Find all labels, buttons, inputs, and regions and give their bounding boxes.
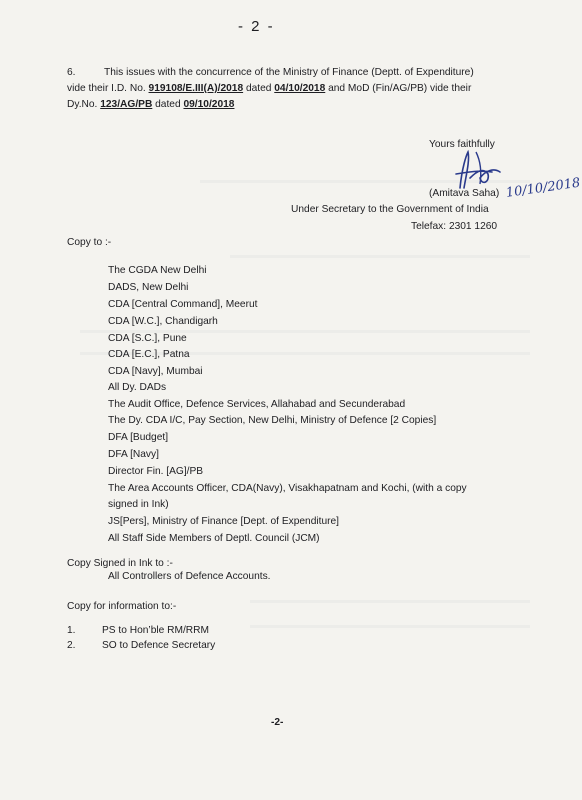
bleed-through bbox=[250, 600, 530, 603]
list-item: CDA [S.C.], Pune bbox=[108, 333, 187, 344]
signatory-designation: Under Secretary to the Government of India bbox=[291, 204, 489, 215]
text-span: Dy.No. bbox=[67, 99, 101, 110]
list-item: DADS, New Delhi bbox=[108, 282, 189, 293]
telefax: Telefax: 2301 1260 bbox=[411, 221, 498, 232]
list-item: The Dy. CDA I/C, Pay Section, New Delhi, Ministry of Defence [2 Copies] bbox=[108, 415, 437, 426]
list-item: The CGDA New Delhi bbox=[108, 265, 207, 276]
list-item: signed in Ink) bbox=[108, 499, 169, 510]
copy-signed-item: All Controllers of Defence Accounts. bbox=[108, 571, 271, 582]
closing-text: Yours faithfully bbox=[429, 139, 495, 150]
copy-to-heading: Copy to :- bbox=[67, 237, 112, 248]
paragraph-line-2 bbox=[67, 83, 471, 95]
list-item: CDA [W.C.], Chandigarh bbox=[108, 316, 218, 327]
list-item: DFA [Budget] bbox=[108, 432, 169, 443]
bleed-through bbox=[250, 625, 530, 628]
list-item: All Dy. DADs bbox=[108, 382, 167, 393]
list-item: The Area Accounts Officer, CDA(Navy), Visakhapatnam and Kochi, (with a copy bbox=[108, 483, 467, 494]
text-span: dated bbox=[152, 99, 184, 110]
list-item: The Audit Office, Defence Services, Allahabad and Secunderabad bbox=[108, 399, 406, 410]
text-span: dated bbox=[243, 83, 275, 94]
info-item-text: PS to Hon’ble RM/RRM bbox=[102, 625, 209, 636]
page-number-bottom: -2- bbox=[271, 717, 284, 728]
copy-info-heading: Copy for information to:- bbox=[67, 601, 177, 612]
list-item: All Staff Side Members of Deptl. Council (JCM) bbox=[108, 533, 320, 544]
bleed-through bbox=[230, 255, 530, 258]
paragraph-line-1: This issues with the concurrence of the Ministry of Finance (Deptt. of Expenditure) bbox=[104, 67, 474, 78]
dy-number: 123/AG/PB bbox=[100, 99, 153, 110]
list-item: JS[Pers], Ministry of Finance [Dept. of Expenditure] bbox=[108, 516, 340, 527]
copy-signed-heading: Copy Signed in Ink to :- bbox=[67, 558, 173, 569]
date-value: 09/10/2018 bbox=[183, 99, 235, 110]
id-number: 919108/E.III(A)/2018 bbox=[148, 83, 244, 94]
info-item-number: 1. bbox=[67, 625, 76, 636]
list-item: CDA [Central Command], Meerut bbox=[108, 299, 258, 310]
paragraph-line-3 bbox=[67, 99, 234, 111]
text-span: vide their I.D. No. bbox=[67, 83, 149, 94]
list-item: CDA [Navy], Mumbai bbox=[108, 366, 203, 377]
page-number-top: - 2 - bbox=[238, 18, 275, 35]
date-value: 04/10/2018 bbox=[274, 83, 326, 94]
info-item-number: 2. bbox=[67, 640, 76, 651]
signatory-name: (Amitava Saha) bbox=[429, 188, 500, 199]
list-item: DFA [Navy] bbox=[108, 449, 159, 460]
text-span: and MoD (Fin/AG/PB) vide their bbox=[325, 83, 472, 94]
info-item-text: SO to Defence Secretary bbox=[102, 640, 216, 651]
list-item: Director Fin. [AG]/PB bbox=[108, 466, 204, 477]
handwritten-date: 10/10/2018 bbox=[505, 175, 582, 201]
paragraph-number: 6. bbox=[67, 67, 76, 78]
list-item: CDA [E.C.], Patna bbox=[108, 349, 190, 360]
